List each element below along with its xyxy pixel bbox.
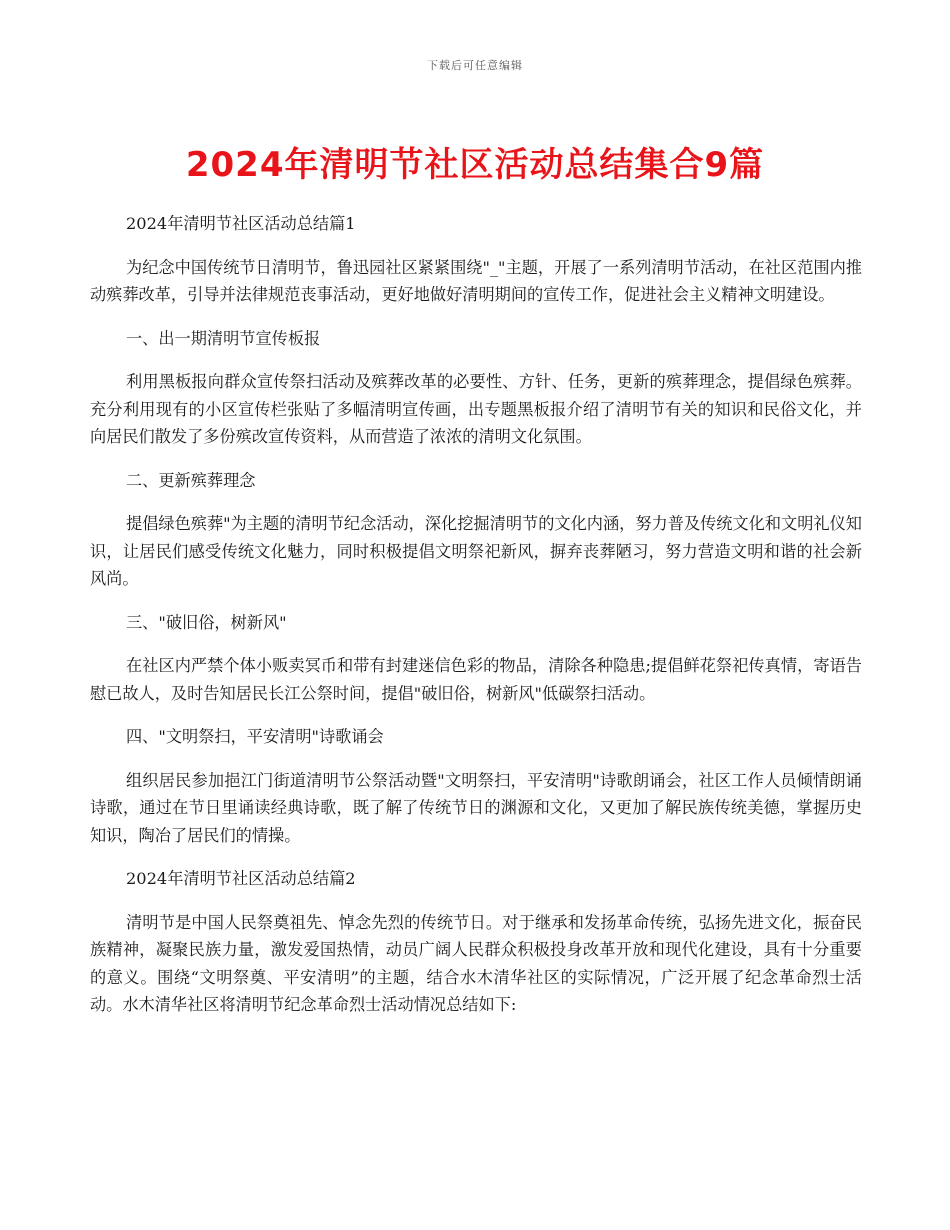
section-heading: 2024年清明节社区活动总结篇1 (126, 214, 356, 233)
section-heading: 四、"文明祭扫，平安清明"诗歌诵会 (126, 727, 384, 746)
section-heading: 二、更新殡葬理念 (126, 470, 256, 490)
section-heading: 2024年清明节社区活动总结篇2 (126, 869, 356, 888)
body-paragraph: 利用黑板报向群众宣传祭扫活动及殡葬改革的必要性、方针、任务，更新的殡葬理念，提倡绿色殡葬。充分利用现有的小区宣传栏张贴了多幅清明宣传画，出专题黑板报介绍了清明节有关的知识和民俗文化，并向居民们散发了多份殡改宣传资料，从而营造了浓浓的清明文化氛围。 (90, 372, 862, 446)
document-body (90, 210, 862, 1035)
document-title: 2024年清明节社区活动总结集合9篇 (185, 145, 765, 185)
body-paragraph: 提倡绿色殡葬"为主题的清明节纪念活动，深化挖掘清明节的文化内涵，努力普及传统文化和文明礼仪知识，让居民们感受传统文化魅力，同时积极提倡文明祭祀新风，摒弃丧葬陋习，努力营造文明和谐的社会新风尚。 (90, 514, 862, 588)
body-paragraph: 在社区内严禁个体小贩卖冥币和带有封建迷信色彩的物品，清除各种隐患;提倡鲜花祭祀传真情，寄语告慰已故人，及时告知居民长江公祭时间，提倡"破旧俗，树新风"低碳祭扫活动。 (90, 656, 862, 703)
body-paragraph: 清明节是中国人民祭奠祖先、悼念先烈的传统节日。对于继承和发扬革命传统，弘扬先进文化，振奋民族精神，凝聚民族力量，激发爱国热情，动员广阔人民群众积极投身改革开放和现代化建设，具有十分重要的意义。围绕“文明祭奠、平安清明”的主题，结合水木清华社区的实际情况，广泛开展了纪念革命烈士活动。水木清华社区将清明节纪念革命烈士活动情况总结如下: (90, 912, 862, 1014)
body-paragraph: 为纪念中国传统节日清明节，鲁迅园社区紧紧围绕"_"主题，开展了一系列清明节活动，在社区范围内推动殡葬改革，引导并法律规范丧事活动，更好地做好清明期间的宣传工作，促进社会主义精神文明建设。 (90, 257, 862, 304)
body-paragraph: 组织居民参加挹江门街道清明节公祭活动暨"文明祭扫，平安清明"诗歌朗诵会，社区工作人员倾情朗诵诗歌，通过在节日里诵读经典诗歌，既了解了传统节日的渊源和文化，又更加了解民族传统美德，掌握历史知识，陶冶了居民们的情操。 (90, 770, 862, 845)
section-heading: 三、"破旧俗，树新风" (126, 612, 287, 632)
header-note: 下载后可任意编辑 (427, 59, 523, 72)
section-heading: 一、出一期清明节宣传板报 (126, 328, 321, 348)
